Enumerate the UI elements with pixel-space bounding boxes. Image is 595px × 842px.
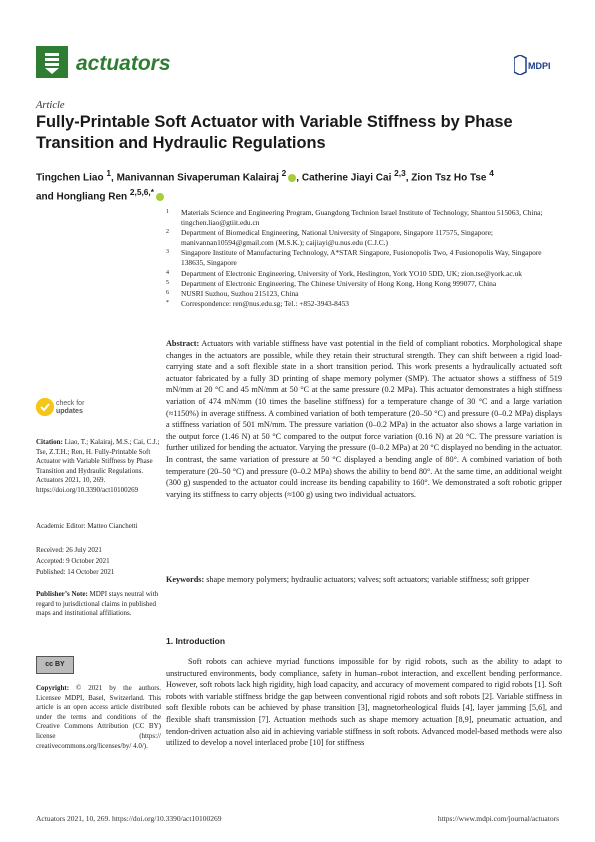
publication-dates — [36, 545, 161, 578]
academic-editor: Academic Editor: Matteo Cianchetti — [36, 522, 138, 530]
author-name[interactable]: Tingchen Liao — [36, 172, 104, 184]
footer-citation[interactable]: Actuators 2021, 10, 269. https://doi.org/10.3390/act10100269 — [36, 814, 222, 823]
author-name[interactable]: Catherine Jiayi Cai — [301, 172, 392, 184]
journal-logo-icon — [36, 46, 68, 78]
author-affil-sup: 4 — [489, 168, 494, 178]
publisher-note: Publisher’s Note: MDPI stays neutral with regard to jurisdictional claims in published maps and institutional affiliations. — [36, 590, 159, 618]
affiliation-item: 3 Singapore Institute of Manufacturing Technology, A*STAR Singapore, Fusionopolis Two, 4 Fusionopolis Way, Singapore 138635, Singapore — [166, 248, 542, 268]
check-updates-icon[interactable] — [36, 398, 54, 416]
author-affil-sup: 2 — [281, 168, 287, 178]
author-affil-sup: 2,5,6,* — [129, 187, 154, 198]
article-title: Fully-Printable Soft Actuator with Variable Stiffness by Phase Transition and Hydraulic Regulations — [36, 113, 513, 152]
orcid-icon[interactable] — [288, 174, 296, 182]
abstract: Abstract: Actuators with variable stiffness have vast potential in the field of compliant robotics. Morphological shape changes in the actuators are possible, while they retain their structural strength. They can shift between a rigid load-carrying state and a soft flexible state in a short transition period. This work presents a hydraulically actuated soft actuator fabricated by a fully 3D printing of shape memory polymer (SMP). The actuator shows a stiffness of 519 mN/mm at 20 °C and 45 mN/mm at 50 °C at the same pressure (0.2 MPa). This actuator demonstrates a high stiffness variation of 474 mN/mm (10 times the baseline stiffness) for a temperature change of 30 °C and a large variation (≈1150%) in average stiffness. A combined variation of both temperature (20–50 °C) and pressure (0–0.2 MPa) displays a stiffness variation of 501 mN/mm. The pressure variation (0–0.2 MPa) in the actuator also shows a large variation in the output force (1.46 N) at 50 °C compared to the output force variation (0.16 N) at 20 °C. The pressure variation is further utilized for bending the actuator. Varying the pressure (0–0.2 MPa) at 20 °C displayed no bending in the actuator. In contrast, the same variation of pressure at 50 °C displayed a bending angle of 80°. A combined variation of both temperature (20–50 °C) and pressure (0–0.2 MPa) shows the ability to bend 80°. At the same time, an additional weight (300 g) suspended to the actuator could increase its bending capability to 160°. We demonstrated a soft robotic gripper varying its stiffness to carry objects (≈100 g) using two individual actuators. — [166, 339, 562, 499]
copyright-block: Copyright: © 2021 by the authors. Licensee MDPI, Basel, Switzerland. This article is an open access article distributed under the terms and conditions of the Creative Commons Attribution (CC BY) license (https:// creativecommons.org/licenses/by/ 4.0/). — [36, 684, 162, 750]
author-name[interactable]: Manivannan Sivaperuman Kalairaj — [116, 172, 279, 184]
cc-by-icon[interactable]: cc BY — [36, 656, 74, 674]
mdpi-logo-icon — [514, 55, 554, 75]
correspondence: * Correspondence: ren@nus.edu.sg; Tel.: +852-3943-8453 — [166, 298, 349, 308]
published-date: Published: 14 October 2021 — [36, 568, 115, 576]
check-updates-link[interactable]: check for updates — [56, 400, 85, 415]
author-name[interactable]: Zion Tsz Ho Tse — [411, 172, 487, 184]
author-name[interactable]: and Hongliang Ren — [36, 191, 128, 203]
citation-block: Citation: Liao, T.; Kalairaj, M.S.; Cai, C.J.; Tse, Z.T.H.; Ren, H. Fully-Printable Soft Actuator with Variable Stiffness by Phase Transition and Hydraulic Regulations. Actuators 2021, 10, 269. https://doi.org/10.3390/act10100269 — [36, 438, 160, 494]
intro-paragraph: Soft robots can achieve myriad functions impossible for by rigid robots, such as the ability to adapt to unstructured environments, body compliance, safety in human–robot interaction, and excellent bending performance. However, soft robots lack high rigidity, high load capacity, and accuracy of movement compared to rigid robots [1]. Soft robots with variable stiffness bridge the gap between conventional rigid robots and soft robots [2]. Variable stiffness in soft flexible robots can be achieved by phase transition [3], magnetorheological fluids [4], layer jamming [5,6], and flexible shaft transmission [7]. Actuation methods such as shape memory actuation [8,9], pneumatic actuation, and tendon-driven actuation also aid in achieving variable stiffness in soft robots. Advanced model-based methods were also utilized to develop a novel interlaced probe [10] for stiffness — [166, 657, 562, 748]
section-heading: 1. Introduction — [166, 636, 226, 646]
article-type: Article — [36, 100, 65, 111]
affiliations — [166, 208, 566, 309]
affiliation-item: 2 Department of Biomedical Engineering, National University of Singapore, Singapore 117575, Singapore; manivannan10594@gmail.com (M.S.K.); caijiayi@u.nus.edu (C.J.C.) — [166, 228, 493, 248]
author-list: Tingchen Liao $^1$, Manivannan Sivaperuman Kalairaj $^2$ , Catherine Jiayi Cai $^{2,3}$, Zion Tsz Ho Tse $^4$ and Hongliang Ren $^{2,5,6,*}$ — [36, 168, 494, 203]
affiliation-item: 4 Department of Electronic Engineering, University of York, Heslington, York YO10 5DD, UK; zion.tse@york.ac.uk — [166, 268, 522, 278]
received-date: Received: 26 July 2021 — [36, 546, 102, 554]
author-affil-sup: 2,3 — [394, 168, 406, 178]
affiliation-item: 5 Department of Electronic Engineering, The Chinese University of Hong Kong, Hong Kong 999077, China — [166, 278, 497, 288]
svg-text:MDPI: MDPI — [528, 61, 551, 71]
orcid-icon[interactable] — [156, 193, 164, 201]
affiliation-item: 1 Materials Science and Engineering Program, Guangdong Technion Israel Institute of Technology, Shantou 515063, China; tingchen.liao@gtiit.edu.cn — [166, 208, 543, 228]
footer-journal-url[interactable]: https://www.mdpi.com/journal/actuators — [437, 814, 559, 823]
affiliation-item: 6 NUSRI Suzhou, Suzhou 215123, China — [166, 288, 299, 298]
author-affil-sup: 1 — [106, 168, 112, 178]
accepted-date: Accepted: 9 October 2021 — [36, 557, 110, 565]
keywords: Keywords: shape memory polymers; hydraulic actuators; valves; soft actuators; variable stiffness; soft gripper — [166, 575, 530, 584]
journal-name: actuators — [76, 52, 171, 75]
